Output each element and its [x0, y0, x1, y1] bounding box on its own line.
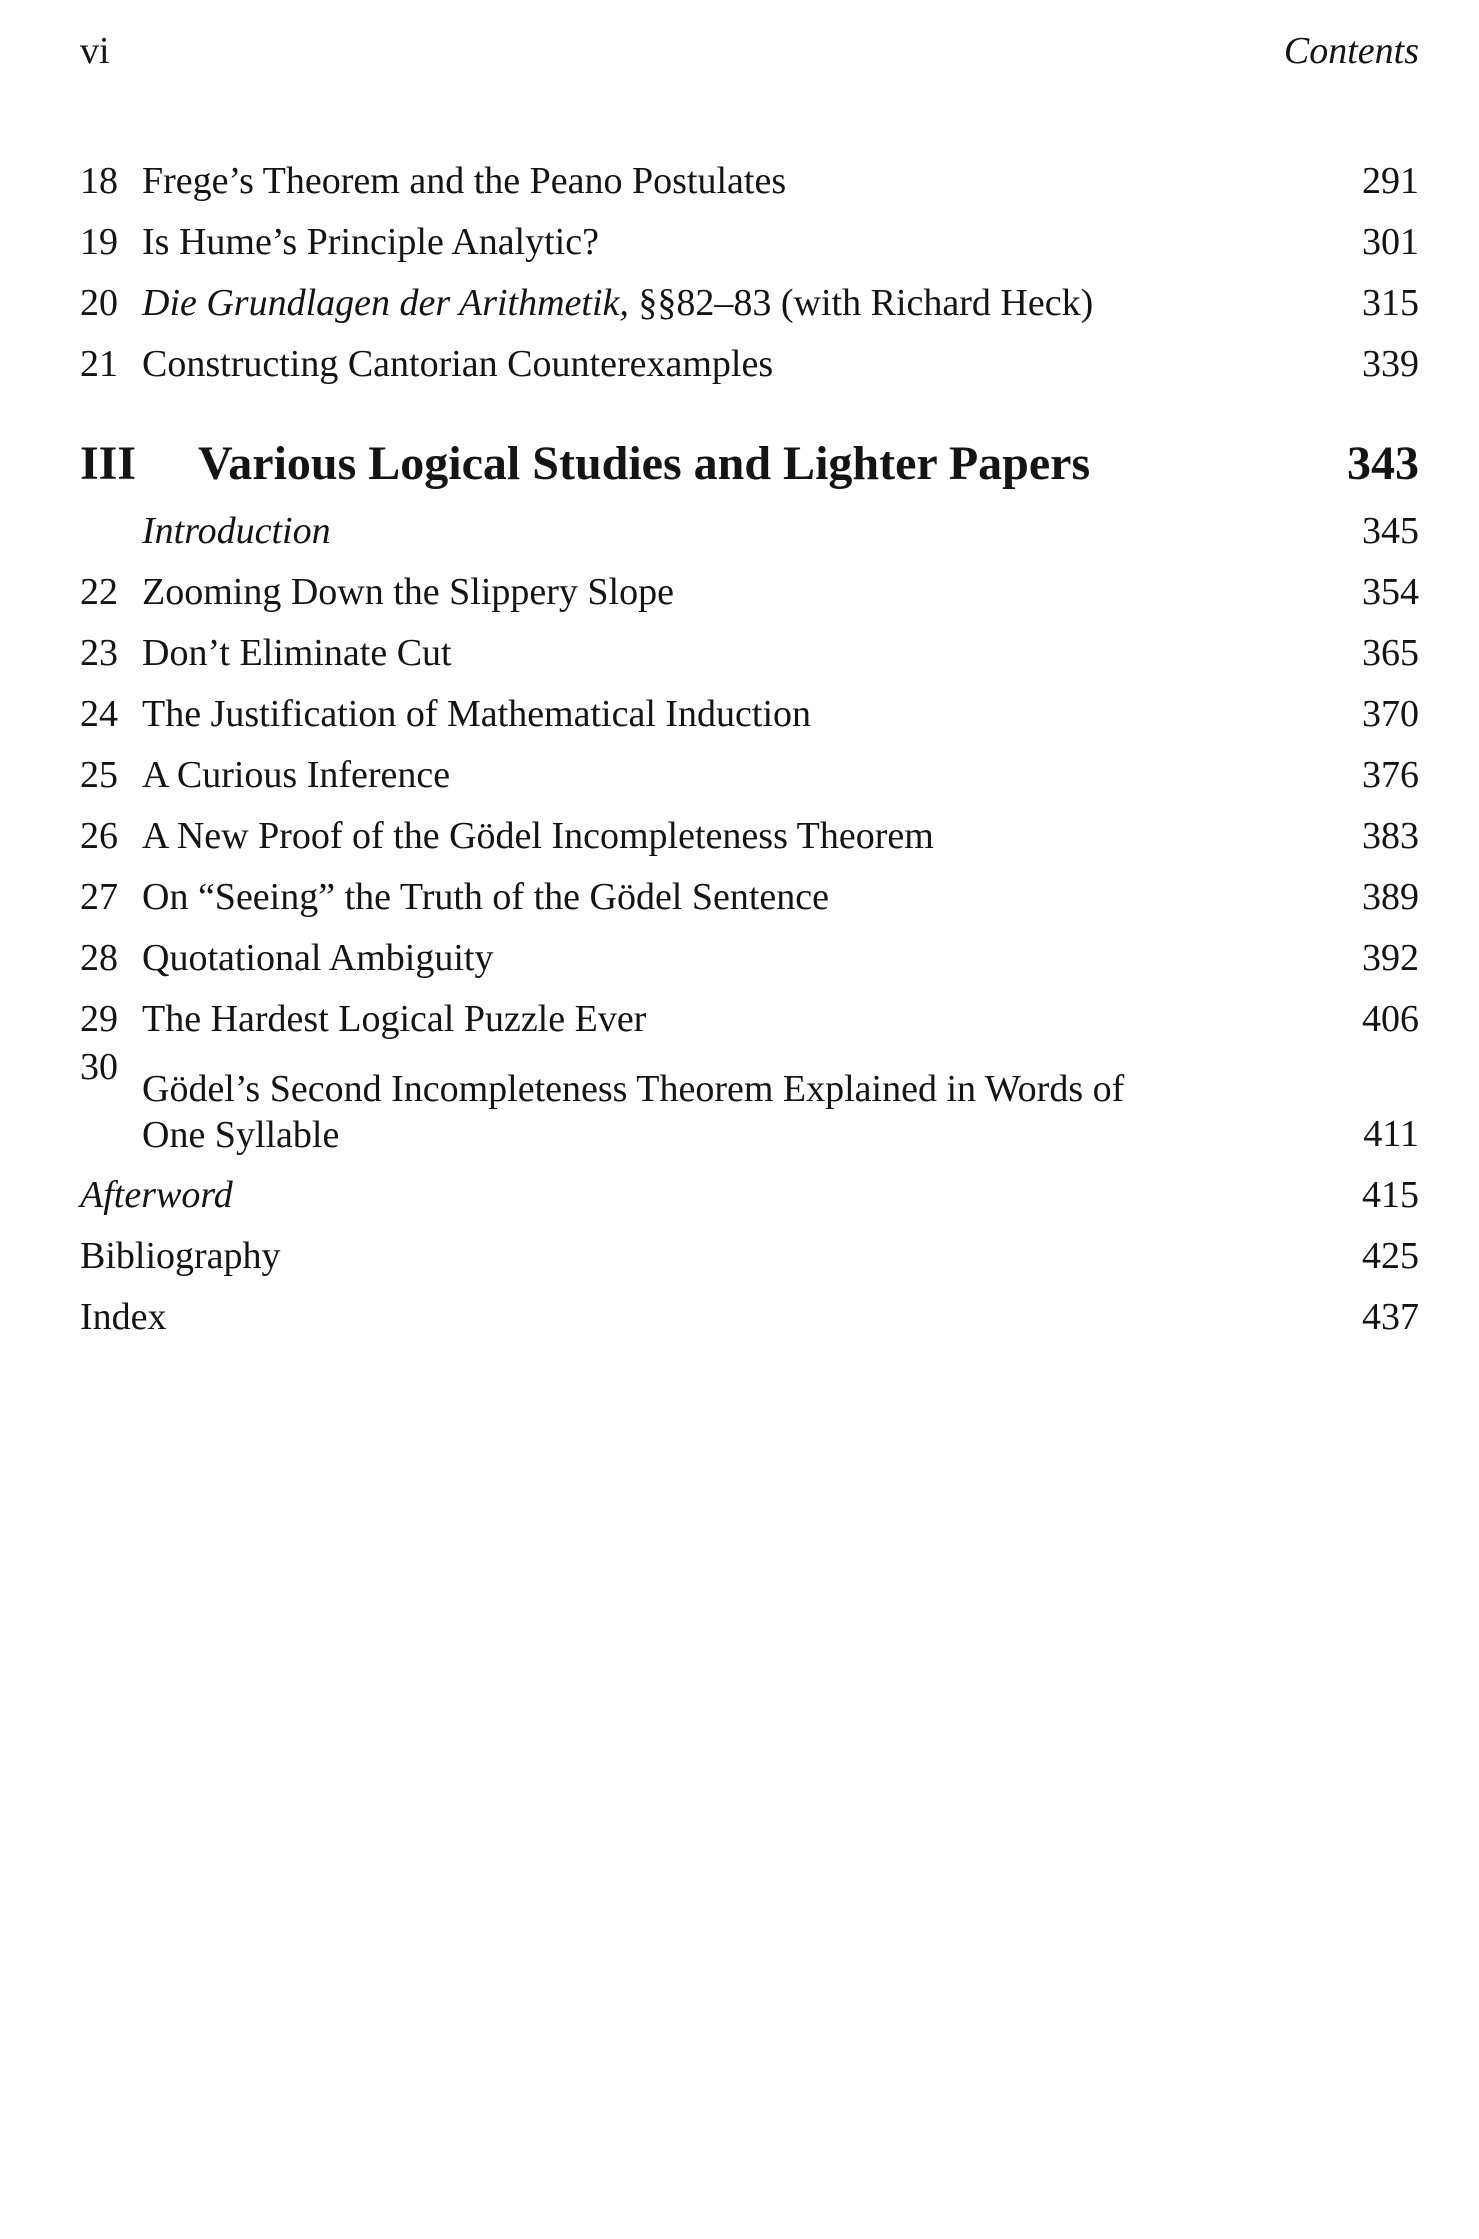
running-head: Contents [1283, 30, 1419, 72]
chapter-title: Zooming Down the Slippery Slope [142, 571, 674, 613]
chapter-title: Gödel’s Second Incompleteness Theorem Explained in Words of One Syllable [142, 1068, 1125, 1156]
chapter-page: 411 [1363, 1113, 1419, 1155]
chapter-page: 406 [1362, 998, 1419, 1040]
chapter-title: Constructing Cantorian Counterexamples [142, 343, 774, 385]
chapter-page: 376 [1362, 754, 1419, 796]
page-number-header: vi [80, 30, 110, 72]
toc-entry [80, 144, 1419, 205]
chapter-page: 370 [1362, 693, 1419, 735]
chapter-title: The Justification of Mathematical Induction [142, 693, 812, 735]
chapter-number: 20 [80, 282, 118, 324]
introduction-page: 345 [1362, 510, 1419, 552]
toc-entry [80, 205, 1419, 266]
toc-entry [80, 327, 1419, 388]
part-number: III [80, 437, 137, 490]
toc-entry-back-matter [80, 1158, 1419, 1219]
toc-entry [80, 1043, 1419, 1158]
part-title: Various Logical Studies and Lighter Papers [198, 437, 1091, 490]
toc-entry-back-matter [80, 1219, 1419, 1280]
chapter-number: 18 [80, 160, 118, 202]
chapter-page: 354 [1362, 571, 1419, 613]
toc-entry [80, 616, 1419, 677]
chapter-number: 28 [80, 937, 118, 979]
chapter-title: Frege’s Theorem and the Peano Postulates [142, 160, 787, 202]
chapter-page: 339 [1362, 343, 1419, 385]
chapter-title: Is Hume’s Principle Analytic? [142, 221, 599, 263]
chapter-page: 389 [1362, 876, 1419, 918]
chapter-number: 22 [80, 571, 118, 613]
toc-entry-introduction [80, 494, 1419, 555]
chapter-title: A Curious Inference [142, 754, 451, 796]
chapter-number: 24 [80, 693, 118, 735]
chapter-page: 383 [1362, 815, 1419, 857]
chapter-page: 392 [1362, 937, 1419, 979]
back-matter-page: 425 [1362, 1235, 1419, 1277]
chapter-title: Don’t Eliminate Cut [142, 632, 452, 674]
table-of-contents [80, 144, 1419, 1341]
back-matter-title: Bibliography [80, 1235, 281, 1277]
chapter-title: A New Proof of the Gödel Incompleteness Theorem [142, 815, 934, 857]
chapter-page: 291 [1362, 160, 1419, 202]
chapter-title [142, 279, 1339, 327]
part-page: 343 [1347, 437, 1419, 490]
chapter-title-rest: §§82–83 (with Richard Heck) [628, 282, 1094, 324]
chapter-page: 315 [1362, 282, 1419, 324]
chapter-title: The Hardest Logical Puzzle Ever [142, 998, 647, 1040]
back-matter-page: 415 [1362, 1174, 1419, 1216]
toc-entry [80, 555, 1419, 616]
chapter-number: 25 [80, 754, 118, 796]
chapter-number: 21 [80, 343, 118, 385]
toc-entry [80, 266, 1419, 327]
toc-entry [80, 860, 1419, 921]
chapter-page: 301 [1362, 221, 1419, 263]
back-matter-page: 437 [1362, 1296, 1419, 1338]
introduction-title: Introduction [142, 510, 331, 552]
toc-entry-back-matter [80, 1280, 1419, 1341]
chapter-title: Quotational Ambiguity [142, 937, 494, 979]
toc-entry [80, 982, 1419, 1043]
chapter-page: 365 [1362, 632, 1419, 674]
chapter-title: On “Seeing” the Truth of the Gödel Sentence [142, 876, 830, 918]
chapter-number: 19 [80, 221, 118, 263]
toc-entry [80, 677, 1419, 738]
chapter-number: 30 [80, 1046, 118, 1088]
chapter-number: 29 [80, 998, 118, 1040]
toc-entry [80, 799, 1419, 860]
part-heading [80, 388, 1419, 494]
back-matter-title: Index [80, 1296, 167, 1338]
chapter-number: 26 [80, 815, 118, 857]
back-matter-title: Afterword [80, 1174, 233, 1216]
chapter-number: 23 [80, 632, 118, 674]
toc-entry [80, 738, 1419, 799]
toc-entry [80, 921, 1419, 982]
chapter-title-italic: Die Grundlagen der Arithmetik, [142, 282, 629, 324]
chapter-number: 27 [80, 876, 118, 918]
